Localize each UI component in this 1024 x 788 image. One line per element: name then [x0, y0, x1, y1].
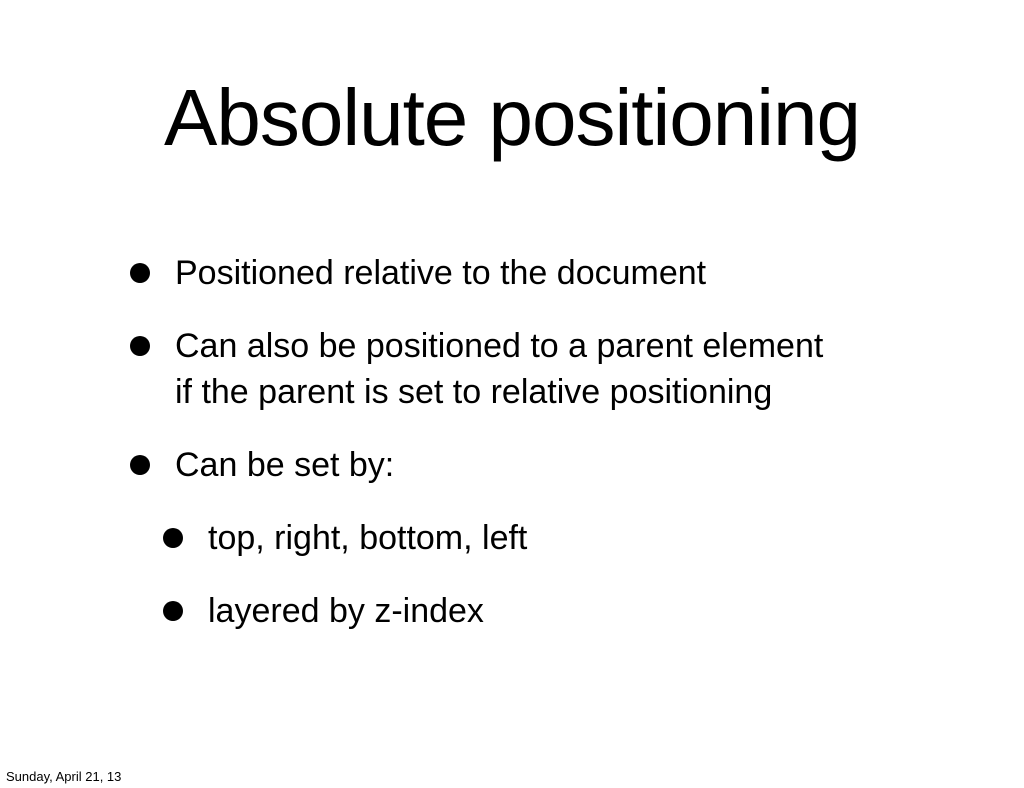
- bullet-dot-icon: [163, 528, 183, 548]
- sub-bullet-item: [163, 588, 970, 634]
- bullet-dot-icon: [130, 336, 150, 356]
- bullet-item: [130, 323, 970, 415]
- bullet-item: [130, 250, 970, 296]
- bullet-text: Can be set by:: [175, 446, 395, 484]
- sub-bullet-text: top, right, bottom, left: [208, 519, 528, 557]
- bullet-dot-icon: [130, 455, 150, 475]
- bullet-dot-icon: [130, 263, 150, 283]
- sub-bullet-item: [163, 515, 970, 561]
- sub-bullet-text: layered by z-index: [208, 592, 484, 630]
- bullet-dot-icon: [163, 601, 183, 621]
- bullet-text: Positioned relative to the document: [175, 254, 707, 292]
- bullet-item: [130, 442, 970, 488]
- footer-date: Sunday, April 21, 13: [6, 769, 122, 784]
- bullet-list: [130, 250, 970, 661]
- slide-title: Absolute positioning: [163, 73, 861, 162]
- bullet-text: Can also be positioned to a parent element if the parent is set to relative positioning: [175, 327, 824, 411]
